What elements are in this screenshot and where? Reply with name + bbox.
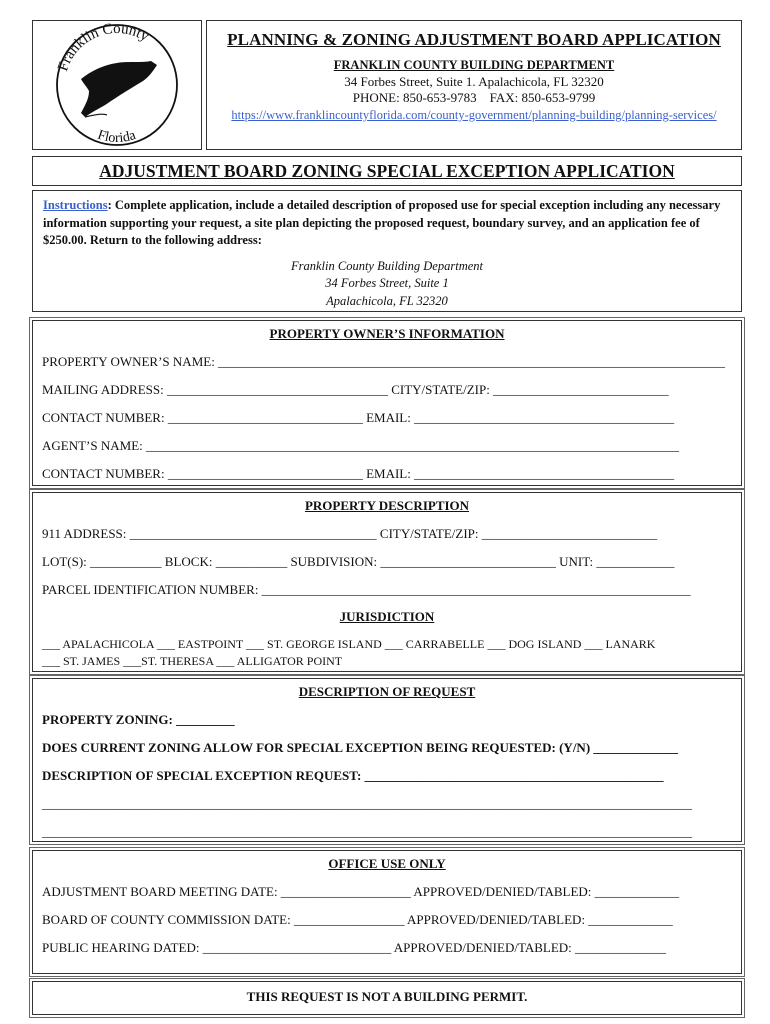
main-title: ADJUSTMENT BOARD ZONING SPECIAL EXCEPTION APPLICATION [99,161,675,181]
parcel-id-field[interactable]: PARCEL IDENTIFICATION NUMBER: __________________________________________________________________ [42,582,691,597]
jurisdiction-title: JURISDICTION [339,609,435,624]
logo-text-top: Franklin County [55,21,152,74]
office-use-section [32,850,742,974]
planning-services-link[interactable]: https://www.franklincountyflorida.com/county-government/planning-building/planning-services/ [231,108,717,122]
property-description-title: PROPERTY DESCRIPTION [304,498,470,513]
jurisdiction-options-row2[interactable]: ___ ST. JAMES ___ST. THERESA ___ ALLIGATOR POINT [42,654,343,668]
property-description-section [32,492,742,672]
county-map-shape [81,61,157,117]
agent-contact-field[interactable]: CONTACT NUMBER: ______________________________ EMAIL: ________________________________________ [42,466,675,481]
return-address [43,258,731,311]
commission-date-field[interactable]: BOARD OF COUNTY COMMISSION DATE: _________________ APPROVED/DENIED/TABLED: _____________ [42,912,673,927]
owner-name-field[interactable]: PROPERTY OWNER’S NAME: ______________________________________________________________________________ [42,354,726,369]
special-exception-description-field[interactable]: DESCRIPTION OF SPECIAL EXCEPTION REQUEST: ______________________________________________ [42,768,664,783]
department-phone-fax: PHONE: 850-653-9783 FAX: 850-653-9799 [352,90,596,105]
logo-text-bottom: Florida [95,127,138,147]
instructions-text [43,197,731,250]
owner-info-section [32,320,742,486]
department-name: FRANKLIN COUNTY BUILDING DEPARTMENT [333,58,615,72]
logo-box [32,20,202,150]
911-address-field[interactable]: 911 ADDRESS: ______________________________________ CITY/STATE/ZIP: ___________________________ [42,526,658,541]
owner-contact-field[interactable]: CONTACT NUMBER: ______________________________ EMAIL: ________________________________________ [42,410,675,425]
office-use-title: OFFICE USE ONLY [328,856,446,871]
agent-name-field[interactable]: AGENT’S NAME: __________________________________________________________________________________ [42,438,679,453]
return-address-line: Apalachicola, FL 32320 [326,293,448,308]
mailing-address-field[interactable]: MAILING ADDRESS: __________________________________ CITY/STATE/ZIP: ___________________________ [42,382,669,397]
svg-text:Florida [96,128,139,146]
return-address-line: Franklin County Building Department [291,258,483,273]
jurisdiction-options-row1[interactable]: ___ APALACHICOLA ___ EASTPOINT ___ ST. GEORGE ISLAND ___ CARRABELLE ___ DOG ISLAND ___ LANARK [42,637,656,651]
application-title: PLANNING & ZONING ADJUSTMENT BOARD APPLICATION [227,30,721,49]
zoning-allow-field[interactable]: DOES CURRENT ZONING ALLOW FOR SPECIAL EXCEPTION BEING REQUESTED: (Y/N) _____________ [42,740,678,755]
lot-block-subdivision-field[interactable]: LOT(S): ___________ BLOCK: ___________ SUBDIVISION: ___________________________ UNIT: ____________ [42,554,675,569]
return-address-line: 34 Forbes Street, Suite 1 [325,276,449,290]
request-section [32,678,742,842]
header-title-box [206,20,742,150]
description-blank-line[interactable]: ____________________________________________________________________________________________________ [42,824,692,839]
instructions-label: Instructions [43,198,108,212]
public-hearing-date-field[interactable]: PUBLIC HEARING DATED: _____________________________ APPROVED/DENIED/TABLED: ______________ [42,940,667,955]
owner-info-title: PROPERTY OWNER’S INFORMATION [269,326,505,341]
not-building-permit-notice: THIS REQUEST IS NOT A BUILDING PERMIT. [246,989,528,1004]
main-title-box [32,156,742,186]
property-zoning-field[interactable]: PROPERTY ZONING: _________ [42,712,235,727]
instructions-body: : Complete application, include a detailed description of proposed use for special exception including any necessary information supporting your request, a site plan depicting the proposed request, boundary survey, and an application fee of $250.00. Return to the following address: [43,198,721,247]
adjustment-board-date-field[interactable]: ADJUSTMENT BOARD MEETING DATE: ____________________ APPROVED/DENIED/TABLED: _____________ [42,884,680,899]
department-address: 34 Forbes Street, Suite 1. Apalachicola, FL 32320 [344,74,604,89]
request-title: DESCRIPTION OF REQUEST [298,684,476,699]
notice-section [32,981,742,1015]
county-seal-logo [33,21,201,149]
instructions-box [32,190,742,312]
description-blank-line[interactable]: ____________________________________________________________________________________________________ [42,796,692,811]
